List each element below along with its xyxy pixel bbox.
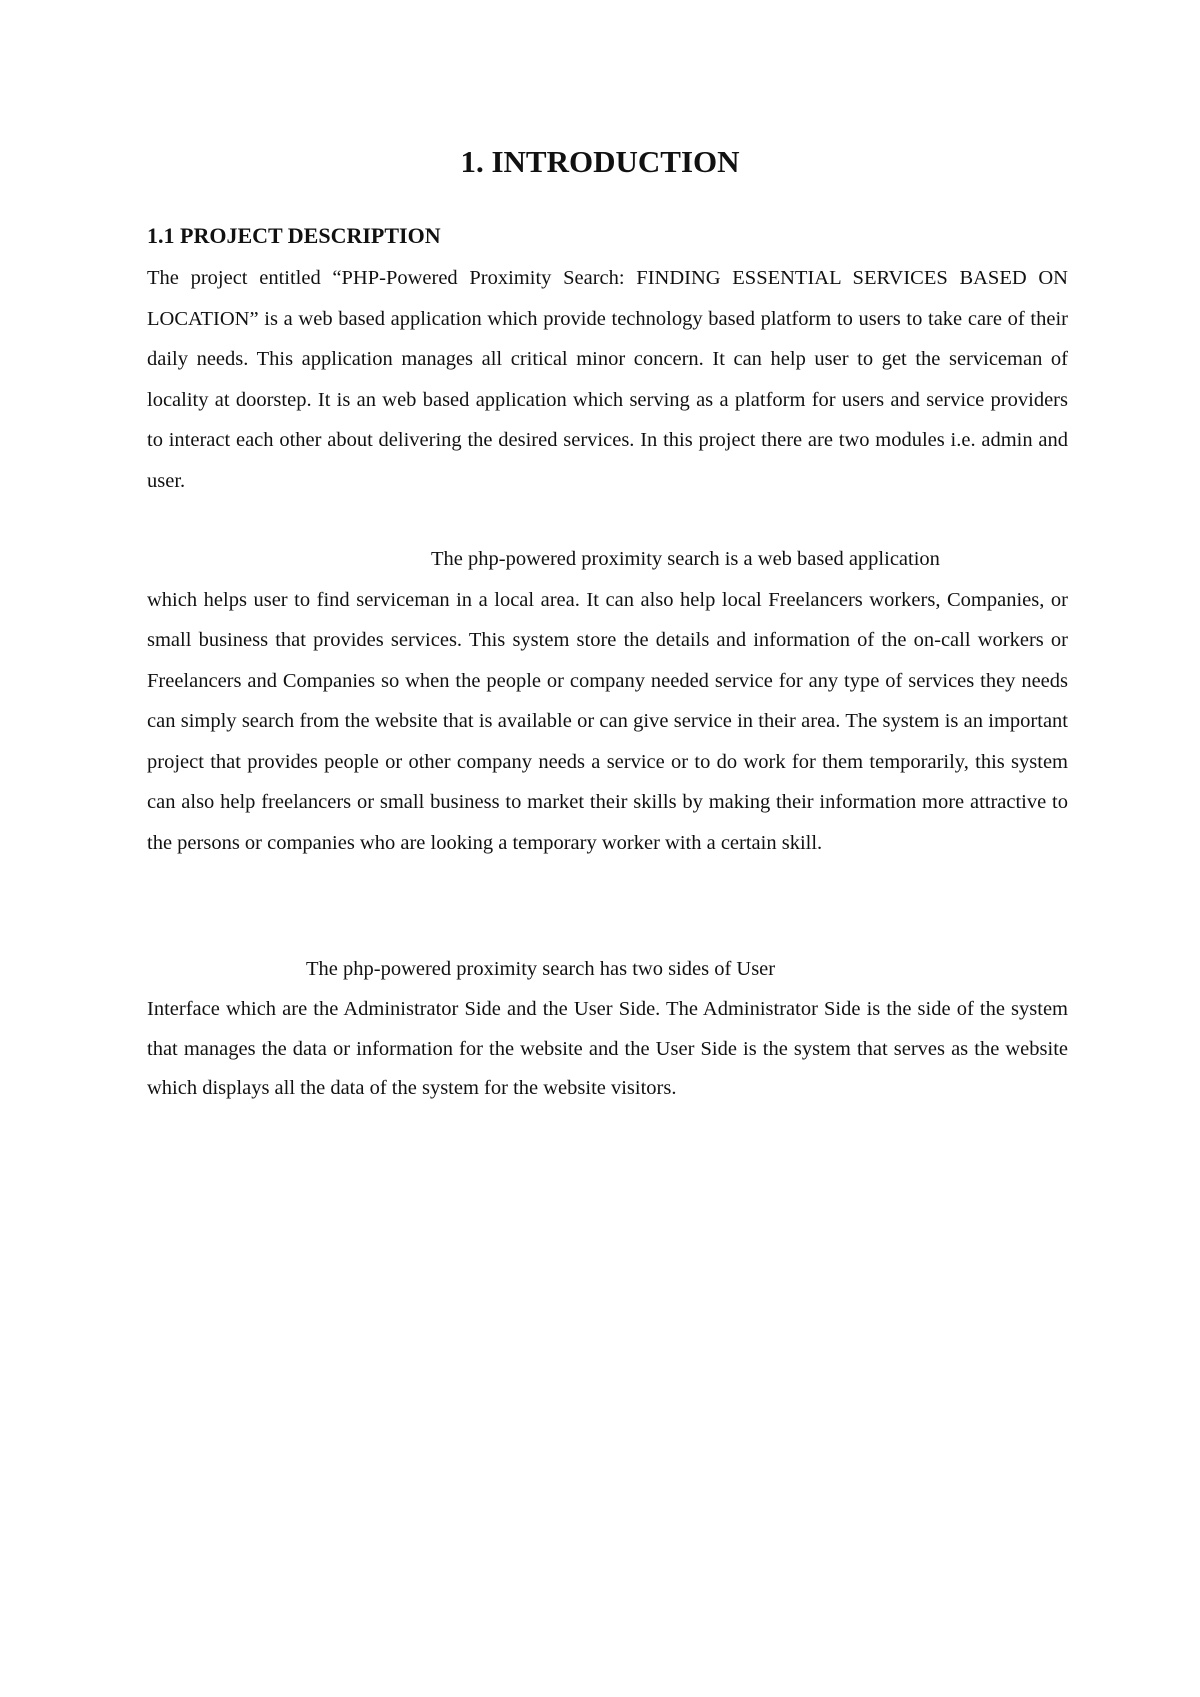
paragraph-application-purpose (147, 539, 1068, 863)
paragraph-body: The project entitled “PHP-Powered Proximity Search: FINDING ESSENTIAL SERVICES BASED ON LOCATION” is a web based application which provide technology based platform to users to take care of their daily needs. This application manages all critical minor concern. It can help user to get the serviceman of locality at doorstep. It is an web based application which serving as a platform for users and service providers to interact each other about delivering the desired services. In this project there are two modules i.e. admin and user. (147, 267, 1068, 492)
paragraph-lead: The php-powered proximity search has two sides of User (306, 958, 776, 980)
paragraph-body: Interface which are the Administrator Side and the User Side. The Administrator Side is the side of the system that manages the data or information for the website and the User Side is the system that serves as the website which displays all the data of the system for the website visitors. (147, 997, 1068, 1100)
paragraph-body: which helps user to find serviceman in a local area. It can also help local Freelancers workers, Companies, or small business that provides services. This system store the details and information of the on-call workers or Freelancers and Companies so when the people or company needed service for any type of services they needs can simply search from the website that is available or can give service in their area. The system is an important project that provides people or other company needs a service or to do work for them temporarily, this system can also help freelancers or small business to market their skills by making their information more attractive to the persons or companies who are looking a temporary worker with a certain skill. (147, 588, 1068, 854)
paragraph-user-interface-sides (147, 950, 1068, 1109)
chapter-title: 1. INTRODUCTION (460, 144, 740, 179)
section-heading: 1.1 PROJECT DESCRIPTION (147, 223, 441, 248)
paragraph-lead: The php-powered proximity search is a web based application (431, 548, 940, 570)
paragraph-project-overview (147, 258, 1068, 501)
